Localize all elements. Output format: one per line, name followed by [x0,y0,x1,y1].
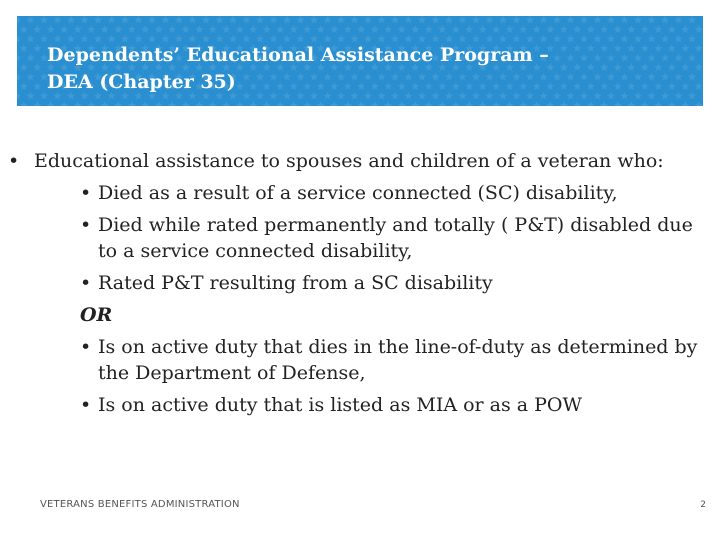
star-icon [141,25,149,33]
star-icon [378,16,386,23]
star-icon [384,25,392,33]
star-icon [614,25,622,33]
star-icon [654,25,662,33]
star-icon [533,101,541,106]
star-icon [405,16,413,23]
star-icon [357,25,365,33]
star-icon [695,101,703,106]
star-icon [20,101,28,106]
page-number: 2 [700,500,706,510]
star-icon [526,16,534,23]
star-icon [17,73,21,81]
star-icon [303,25,311,33]
star-icon [573,25,581,33]
star-icon [263,25,271,33]
star-icon [303,101,311,106]
star-icon [607,16,615,23]
star-icon [627,101,635,106]
star-icon [688,92,696,100]
star-icon [648,16,656,23]
bullet-icon: • [80,272,92,294]
sub-bullet-text: Is on active duty that dies in the line-of-duty as determined by the Department of Defense, [98,336,698,384]
star-icon [634,16,642,23]
star-icon [276,101,284,106]
star-icon [330,25,338,33]
star-icon [425,25,433,33]
star-icon [128,101,136,106]
star-icon [249,25,257,33]
star-icon [337,16,345,23]
star-icon [27,92,35,100]
star-icon [195,25,203,33]
sub-bullet-text: Is on active duty that is listed as MIA or as a POW [98,394,583,416]
sub-bullet-item [8,392,708,418]
star-icon [27,16,35,23]
star-icon [499,16,507,23]
star-icon [371,101,379,106]
star-icon [101,25,109,33]
star-icon [249,101,257,106]
star-icon [452,101,460,106]
star-icon [60,25,68,33]
star-icon [256,16,264,23]
star-icon [324,16,332,23]
star-icon [702,16,704,23]
slide-title [47,42,687,96]
slide-title-line-1: Dependents’ Educational Assistance Program – [47,44,549,66]
star-icon [209,101,217,106]
star-icon [668,101,676,106]
star-icon [587,25,595,33]
star-icon [101,101,109,106]
star-icon [364,16,372,23]
star-icon [20,82,28,90]
star-icon [17,92,21,100]
star-icon [182,25,190,33]
star-icon [54,16,62,23]
star-icon [351,16,359,23]
star-icon [17,16,21,23]
star-icon [236,101,244,106]
title-banner [17,16,703,106]
star-icon [121,16,129,23]
star-icon [27,73,35,81]
star-icon [452,25,460,33]
star-icon [411,101,419,106]
star-icon [688,54,696,62]
star-icon [398,25,406,33]
footer-organization: VETERANS BENEFITS ADMINISTRATION [40,499,240,510]
star-icon [411,25,419,33]
star-icon [20,44,28,52]
star-icon [148,16,156,23]
star-icon [472,16,480,23]
star-icon [94,16,102,23]
star-icon [74,101,82,106]
star-icon [641,25,649,33]
star-icon [465,25,473,33]
star-icon [688,35,696,43]
star-icon [695,82,703,90]
star-icon [445,16,453,23]
star-icon [587,101,595,106]
star-icon [627,25,635,33]
star-icon [276,25,284,33]
star-icon [317,25,325,33]
star-icon [506,101,514,106]
star-icon [270,16,278,23]
sub-bullet-item [8,270,708,296]
star-icon [236,25,244,33]
intro-bullet [8,148,708,174]
star-icon [128,25,136,33]
sub-bullet-text: Died while rated permanently and totally ( P&T) disabled due to a service connected disability, [98,214,693,262]
star-icon [283,16,291,23]
star-icon [546,25,554,33]
star-icon [661,16,669,23]
star-icon [492,101,500,106]
star-icon [47,101,55,106]
star-icon [580,16,588,23]
star-icon [216,16,224,23]
star-icon [33,63,41,71]
star-icon [81,16,89,23]
star-icon [465,101,473,106]
star-icon [425,101,433,106]
star-icon [33,25,41,33]
star-icon [33,101,41,106]
star-icon [594,16,602,23]
sub-bullet-item [8,180,708,206]
star-icon [27,35,35,43]
star-icon [506,25,514,33]
star-icon [33,82,41,90]
star-icon [540,16,548,23]
star-icon [479,101,487,106]
or-label: OR [80,304,113,326]
star-icon [702,92,704,100]
star-icon [141,101,149,106]
star-icon [695,25,703,33]
star-icon [263,101,271,106]
bullet-icon: • [80,394,92,416]
star-icon [87,101,95,106]
star-icon [695,63,703,71]
star-icon [553,16,561,23]
star-icon [641,101,649,106]
star-icon [344,101,352,106]
bullet-icon: • [8,150,20,172]
star-icon [438,25,446,33]
star-icon [222,101,230,106]
slide-title-line-2: DEA (Chapter 35) [47,71,236,93]
slide-body [8,148,708,418]
star-icon [317,101,325,106]
star-icon [371,25,379,33]
star-icon [74,25,82,33]
star-icon [492,25,500,33]
star-icon [330,101,338,106]
star-icon [432,16,440,23]
bullet-icon: • [80,214,92,236]
star-icon [135,16,143,23]
star-icon [17,54,21,62]
star-icon [114,25,122,33]
star-icon [391,16,399,23]
star-icon [87,25,95,33]
star-icon [168,25,176,33]
star-icon [290,101,298,106]
star-icon [114,101,122,106]
star-icon [189,16,197,23]
star-icon [668,25,676,33]
star-icon [108,16,116,23]
star-icon [567,16,575,23]
star-icon [398,101,406,106]
star-icon [182,101,190,106]
star-icon [155,101,163,106]
star-icon [519,101,527,106]
star-icon [229,16,237,23]
star-icon [681,101,689,106]
star-icon [209,25,217,33]
star-icon [67,16,75,23]
bullet-icon: • [80,336,92,358]
star-icon [27,54,35,62]
star-icon [40,16,48,23]
star-icon [702,73,704,81]
star-icon [681,25,689,33]
sub-bullet-text: Rated P&T resulting from a SC disability [98,272,493,294]
star-icon [290,25,298,33]
star-icon [20,25,28,33]
intro-text: Educational assistance to spouses and children of a veteran who: [34,150,664,172]
star-icon [155,25,163,33]
star-icon [486,16,494,23]
star-icon [47,25,55,33]
star-icon [202,16,210,23]
star-icon [688,16,696,23]
star-icon [695,44,703,52]
star-icon [384,101,392,106]
star-icon [459,16,467,23]
star-icon [702,54,704,62]
sub-bullet-text: Died as a result of a service connected (SC) disability, [98,182,618,204]
star-icon [195,101,203,106]
sub-bullet-item [8,212,708,264]
star-icon [546,101,554,106]
star-icon [560,25,568,33]
star-icon [560,101,568,106]
star-icon [621,16,629,23]
star-icon [438,101,446,106]
star-icon [513,16,521,23]
star-icon [675,16,683,23]
star-icon [600,25,608,33]
star-icon [702,35,704,43]
star-icon [297,16,305,23]
star-icon [33,44,41,52]
star-icon [479,25,487,33]
star-icon [344,25,352,33]
star-icon [688,73,696,81]
star-icon [614,101,622,106]
bullet-icon: • [80,182,92,204]
star-icon [222,25,230,33]
star-icon [519,25,527,33]
star-icon [533,25,541,33]
star-icon [168,101,176,106]
star-icon [654,101,662,106]
sub-bullet-item [8,334,708,386]
star-icon [310,16,318,23]
star-icon [20,63,28,71]
star-icon [17,35,21,43]
star-icon [175,16,183,23]
star-icon [357,101,365,106]
star-icon [243,16,251,23]
star-icon [418,16,426,23]
star-icon [573,101,581,106]
star-icon [60,101,68,106]
star-icon [600,101,608,106]
star-icon [162,16,170,23]
